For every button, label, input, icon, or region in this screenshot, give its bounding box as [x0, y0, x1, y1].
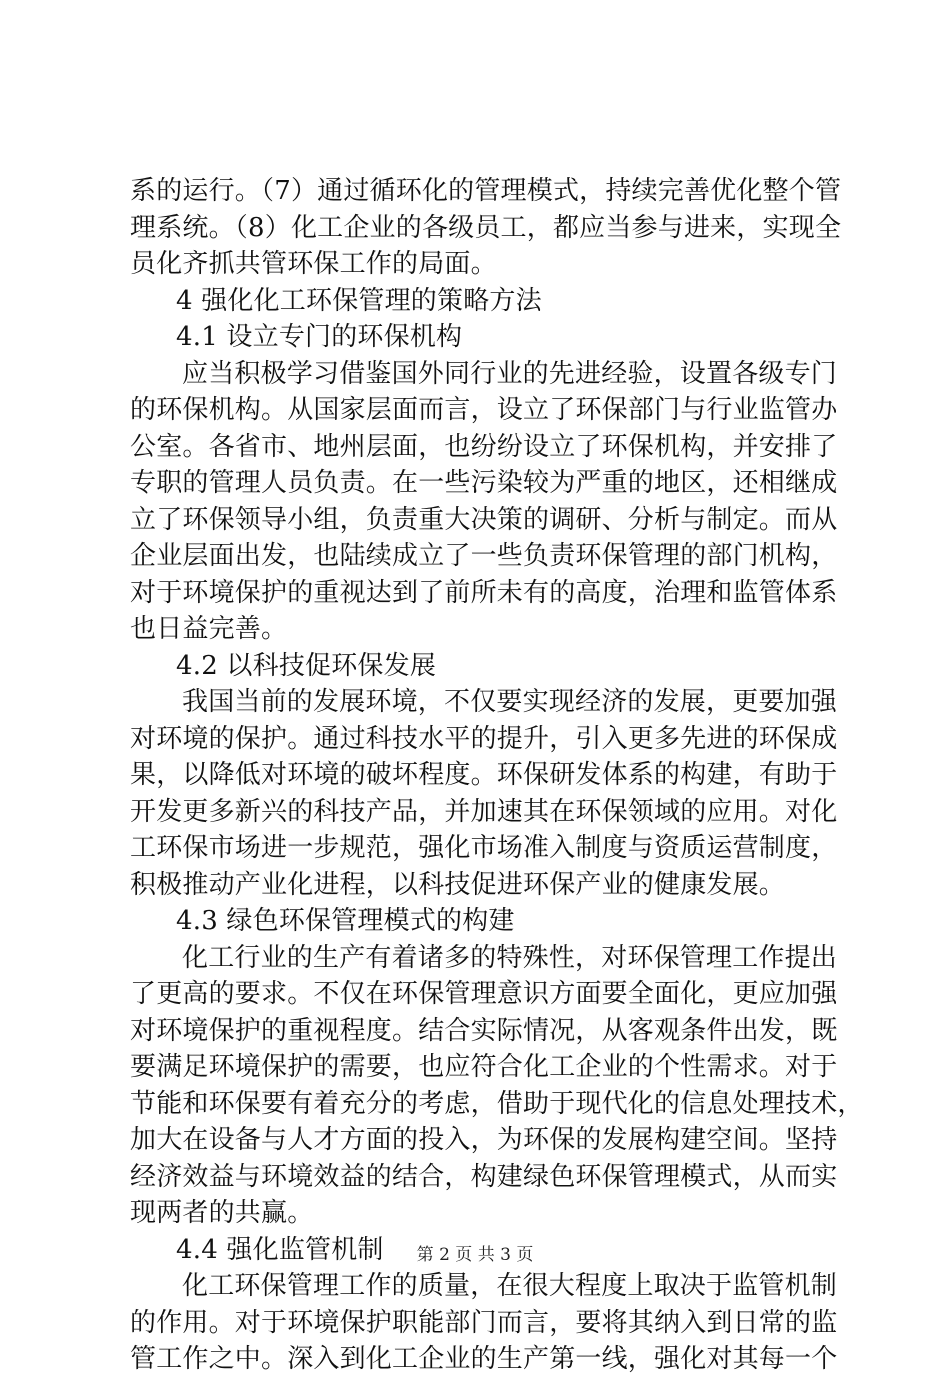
- text-line: 员化齐抓共管环保工作的局面。: [130, 249, 497, 279]
- text-line: 工环保市场进一步规范，强化市场准入制度与资质运营制度，: [130, 833, 838, 863]
- text-line: 的环保机构。从国家层面而言，设立了环保部门与行业监管办: [130, 395, 838, 425]
- text-line: 的作用。对于环境保护职能部门而言，要将其纳入到日常的监: [130, 1307, 838, 1338]
- text-line: 也日益完善。: [130, 614, 288, 644]
- text-line: 公室。各省市、地州层面，也纷纷设立了环保机构，并安排了: [130, 431, 838, 462]
- section-heading: 4.4 强化监管机制: [176, 1234, 384, 1265]
- text-line: 系的运行。（7）通过循环化的管理模式，持续完善优化整个管: [130, 176, 842, 206]
- section-heading: 4 强化化工环保管理的策略方法: [176, 285, 542, 316]
- text-line: 现两者的共赢。: [130, 1198, 314, 1228]
- text-line: 要满足环境保护的需要，也应符合化工企业的个性需求。对于: [130, 1052, 838, 1082]
- text-line: 理系统。（8）化工企业的各级员工，都应当参与进来，实现全: [130, 212, 842, 243]
- section-heading: 4.3 绿色环保管理模式的构建: [176, 906, 515, 936]
- text-line: 积极推动产业化进程，以科技促进环保产业的健康发展。: [130, 869, 786, 900]
- text-line: 企业层面出发，也陆续成立了一些负责环保管理的部门机构，: [130, 541, 838, 571]
- text-line: 化工行业的生产有着诸多的特殊性，对环保管理工作提出: [182, 942, 838, 973]
- text-line: 了更高的要求。不仅在环保管理意识方面要全面化，更应加强: [130, 979, 838, 1009]
- text-line: 应当积极学习借鉴国外同行业的先进经验，设置各级专门: [182, 358, 838, 389]
- text-line: 对环境的保护。通过科技水平的提升，引入更多先进的环保成: [130, 723, 838, 754]
- text-line: 加大在设备与人才方面的投入，为环保的发展构建空间。坚持: [130, 1125, 838, 1155]
- text-line: 果，以降低对环境的破坏程度。环保研发体系的构建，有助于: [130, 760, 838, 790]
- page-footer: 第 2 页 共 3 页: [416, 1245, 534, 1265]
- body-text: [130, 173, 864, 1378]
- text-line: 专职的管理人员负责。在一些污染较为严重的地区，还相继成: [130, 468, 838, 498]
- text-line: 经济效益与环境效益的结合，构建绿色环保管理模式，从而实: [130, 1161, 838, 1192]
- text-line: 节能和环保要有着充分的考虑，借助于现代化的信息处理技术，: [130, 1088, 864, 1119]
- text-line: 对于环境保护的重视达到了前所未有的高度，治理和监管体系: [130, 577, 838, 608]
- text-line: 立了环保领导小组，负责重大决策的调研、分析与制定。而从: [130, 504, 838, 535]
- text-line: 管工作之中。深入到化工企业的生产第一线，强化对其每一个: [130, 1344, 838, 1374]
- section-heading: 4.2 以科技促环保发展: [176, 650, 437, 681]
- text-line: 对环境保护的重视程度。结合实际情况，从客观条件出发，既: [130, 1015, 838, 1046]
- text-line: 开发更多新兴的科技产品，并加速其在环保领域的应用。对化: [130, 796, 838, 827]
- section-heading: 4.1 设立专门的环保机构: [176, 322, 463, 352]
- text-line: 化工环保管理工作的质量，在很大程度上取决于监管机制: [182, 1271, 838, 1301]
- text-line: 我国当前的发展环境，不仅要实现经济的发展，更要加强: [182, 687, 838, 717]
